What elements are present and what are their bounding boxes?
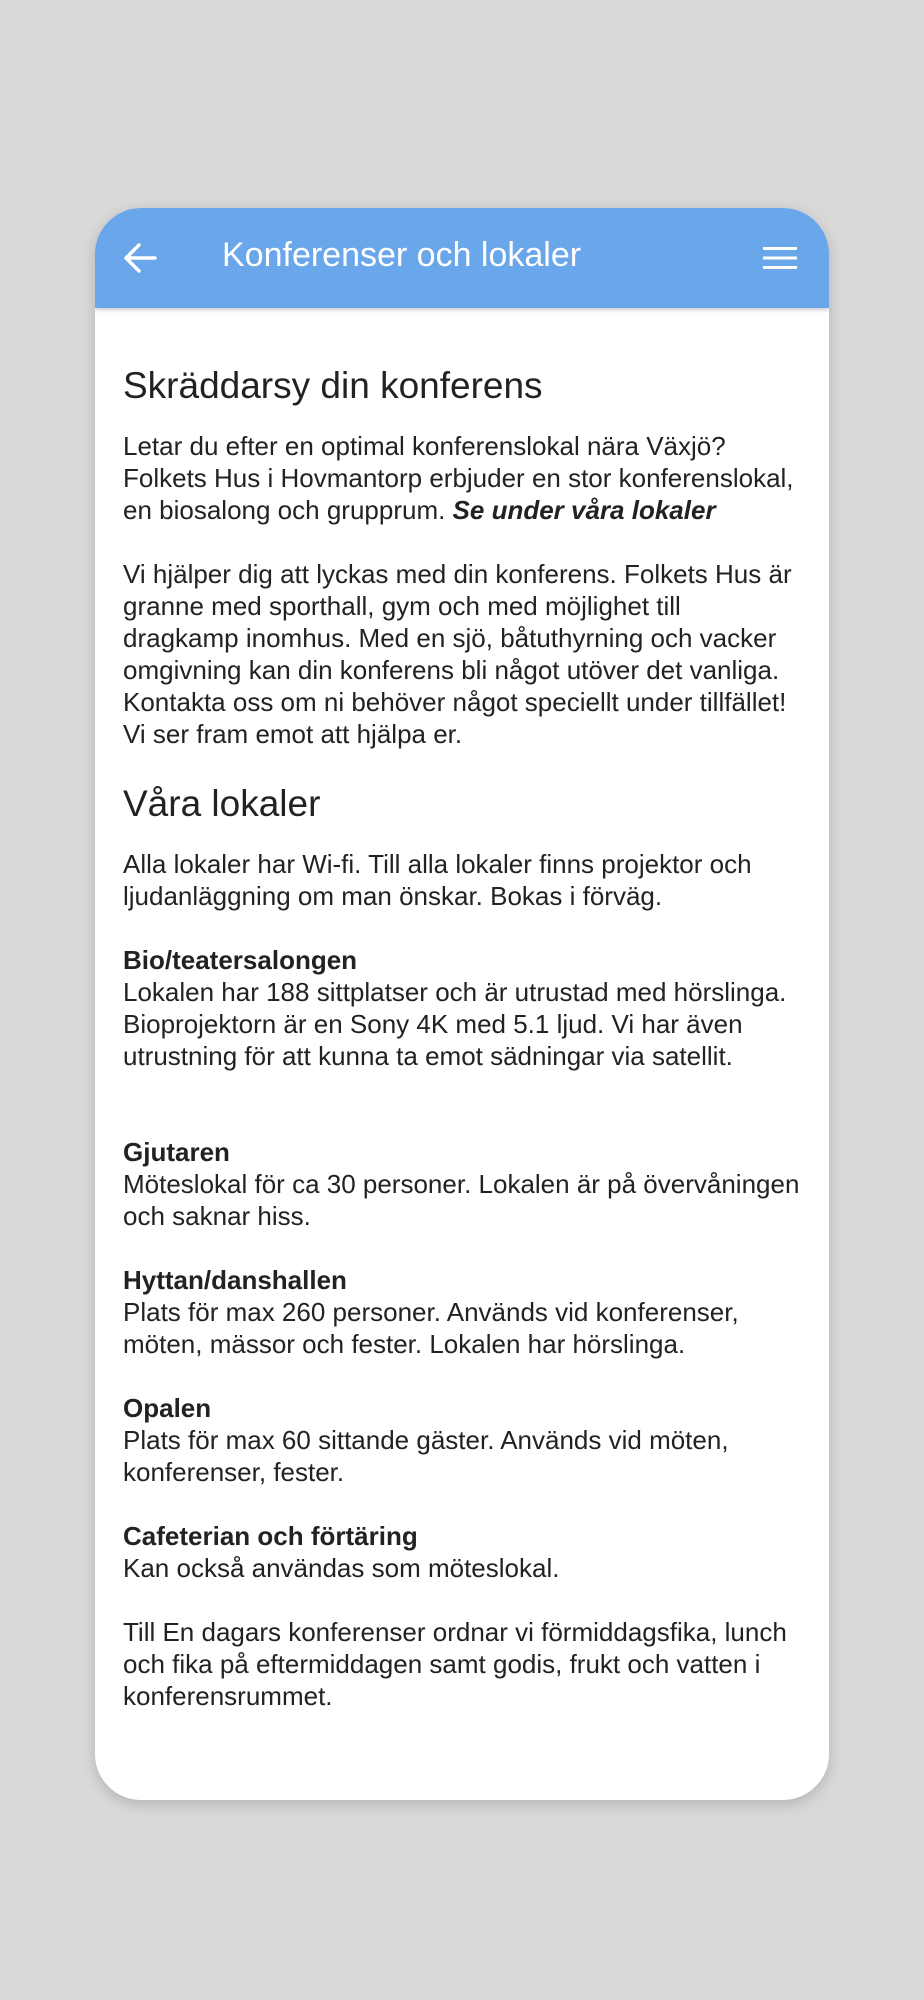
intro-paragraph-2: Vi hjälper dig att lyckas med din konferens. Folkets Hus är granne med sporthall, gym och med möjlighet till dragkamp inomhus. Med en sjö, båtuthyrning och vacker omgivning kan din konferens bli något utöver det vanliga. Kontakta oss om ni behöver något speciellt under tillfället! Vi ser fram emot att hjälpa er.	[123, 559, 792, 749]
lokal-item-hyttan	[123, 1264, 801, 1360]
app-bar	[95, 208, 829, 308]
intro-p1-text: Letar du efter en optimal konferenslokal nära Växjö? Folkets Hus i Hovmantorp erbjuder en stor konferenslokal, en biosalong och grupprum.	[123, 431, 794, 525]
lokal-desc: Kan också användas som möteslokal.	[123, 1553, 560, 1583]
lokal-desc: Plats för max 260 personer. Används vid konferenser, möten, mässor och fester. Lokalen har hörslinga.	[123, 1297, 739, 1359]
lokal-item-opalen	[123, 1392, 801, 1488]
lokal-title: Gjutaren	[123, 1137, 230, 1167]
intro-paragraph-1	[123, 430, 801, 526]
lokal-title: Cafeterian och förtäring	[123, 1521, 418, 1551]
lokal-item-cafeterian	[123, 1520, 801, 1584]
lokal-title: Bio/teatersalongen	[123, 945, 358, 975]
intro-heading: Skräddarsy din konferens	[123, 365, 543, 406]
page-title: Konferenser och lokaler	[222, 236, 582, 274]
lokaler-intro: Alla lokaler har Wi-fi. Till alla lokaler finns projektor och ljudanläggning om man önskar. Bokas i förväg.	[123, 849, 752, 911]
hamburger-menu-icon[interactable]	[763, 246, 797, 270]
lokal-desc: Plats för max 60 sittande gäster. Används vid möten, konferenser, fester.	[123, 1425, 729, 1487]
lokaler-closing: Till En dagars konferenser ordnar vi förmiddagsfika, lunch och fika på eftermiddagen samt godis, frukt och vatten i konferensrummet.	[123, 1617, 787, 1711]
lokal-desc: Bioprojektorn är en Sony 4K med 5.1 ljud. Vi har även utrustning för att kunna ta emot sädningar via satellit.	[123, 1009, 743, 1071]
see-lokaler-link[interactable]: Se under våra lokaler	[452, 495, 716, 525]
lokal-desc: Lokalen har 188 sittplatser och är utrustad med hörslinga.	[123, 977, 787, 1007]
lokal-desc: Möteslokal för ca 30 personer. Lokalen är på övervåningen och saknar hiss.	[123, 1169, 800, 1231]
arrow-left-icon[interactable]	[123, 242, 157, 274]
main-content	[95, 308, 829, 1712]
lokal-title: Opalen	[123, 1393, 212, 1423]
phone-frame	[95, 208, 829, 1800]
lokal-item-bio	[123, 944, 801, 1072]
lokal-item-gjutaren	[123, 1136, 801, 1232]
lokal-title: Hyttan/danshallen	[123, 1265, 347, 1295]
lokaler-heading: Våra lokaler	[123, 783, 321, 824]
